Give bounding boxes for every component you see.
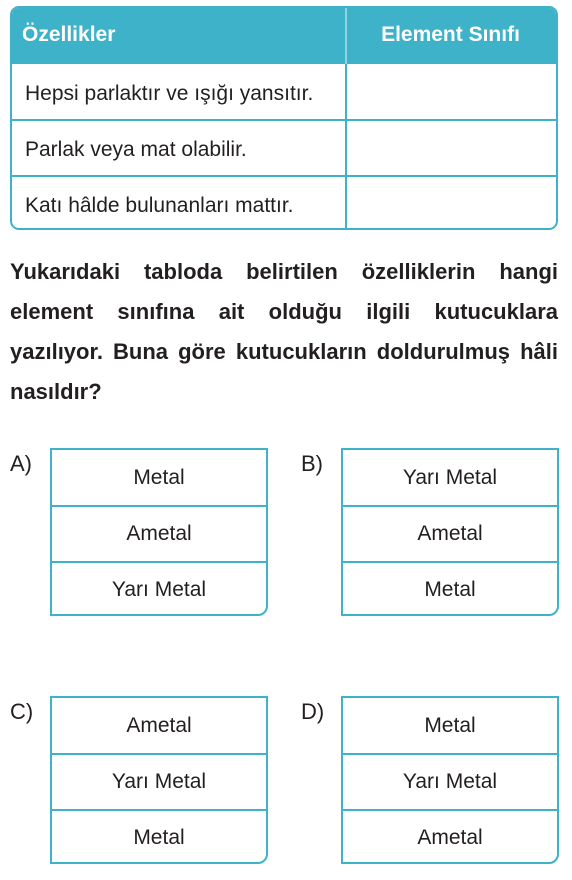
option-d-cell-3: Ametal xyxy=(417,826,483,849)
option-a-box[interactable] xyxy=(50,448,268,616)
question-text: Yukarıdaki tabloda belirtilen özelliklerin hangi element sınıfına ait olduğu ilgili kutucuklara yazılıyor. Buna göre kutucukların doldurulmuş hâli nasıldır? xyxy=(10,259,558,404)
option-d-cell-2: Yarı Metal xyxy=(402,770,498,793)
row-property: Katı hâlde bulunanları mattır. xyxy=(25,194,294,217)
option-d-letter: D) xyxy=(301,699,325,724)
option-b-cell-3: Metal xyxy=(424,578,476,601)
option-a-cell-1: Metal xyxy=(133,466,185,489)
option-d-cell-1: Metal xyxy=(424,714,476,737)
header-divider xyxy=(345,8,347,64)
table-row xyxy=(12,64,556,120)
option-a-cell-3: Yarı Metal xyxy=(111,578,207,601)
header-properties: Özellikler xyxy=(22,23,116,46)
option-b-cell-1: Yarı Metal xyxy=(402,466,498,489)
option-c-box[interactable] xyxy=(50,696,268,864)
row-property: Parlak veya mat olabilir. xyxy=(25,138,247,161)
option-a-letter: A) xyxy=(10,451,32,476)
properties-table xyxy=(10,6,558,230)
table-header xyxy=(12,8,556,64)
option-b-box[interactable] xyxy=(341,448,559,616)
option-b-cell-2: Ametal xyxy=(417,522,483,545)
row-property: Hepsi parlaktır ve ışığı yansıtır. xyxy=(25,82,314,105)
option-c-cell-3: Metal xyxy=(133,826,185,849)
option-d-box[interactable] xyxy=(341,696,559,864)
table-row xyxy=(12,120,556,176)
option-b-letter: B) xyxy=(301,451,323,476)
option-c-letter: C) xyxy=(10,699,34,724)
option-a-cell-2: Ametal xyxy=(126,522,192,545)
table-row xyxy=(12,176,556,230)
option-c-cell-1: Ametal xyxy=(126,714,192,737)
header-element-class: Element Sınıfı xyxy=(381,23,520,46)
option-c-cell-2: Yarı Metal xyxy=(111,770,207,793)
